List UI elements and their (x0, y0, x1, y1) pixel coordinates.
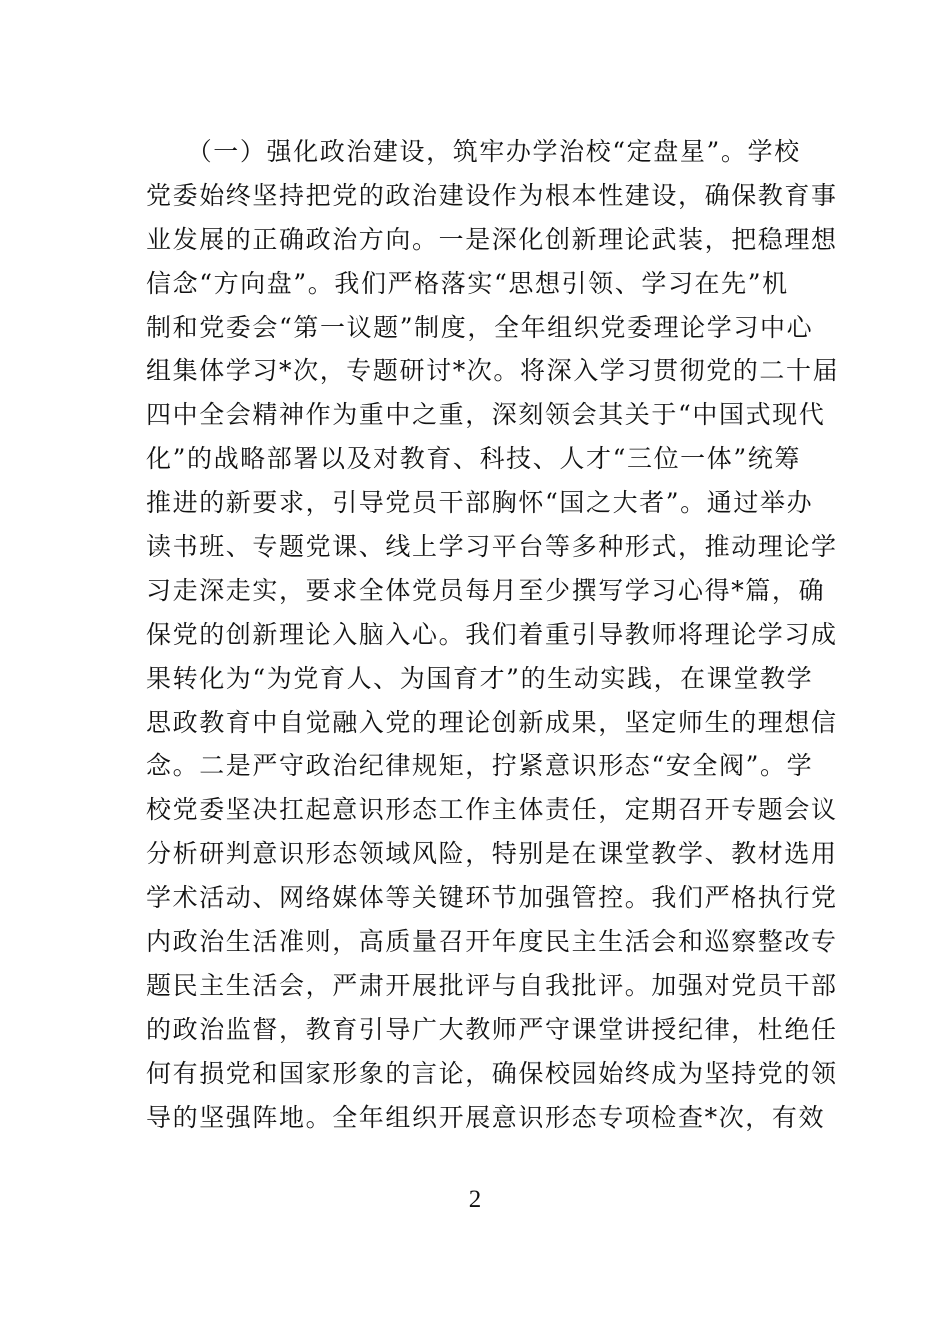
text-line: 推进的新要求，引导党员干部胸怀“国之大者”。通过举办 (146, 488, 814, 518)
text-line: 习走深走实，要求全体党员每月至少撰写学习心得*篇，确 (146, 575, 826, 605)
text-line: 读书班、专题党课、线上学习平台等多种形式，推动理论学 (146, 532, 838, 562)
text-line: 分析研判意识形态领域风险，特别是在课堂教学、教材选用 (146, 839, 838, 869)
text-line: 信念“方向盘”。我们严格落实“思想引领、学习在先”机 (146, 268, 789, 298)
text-line: （一）强化政治建设，筑牢办学治校“定盘星”。学校 (146, 137, 801, 166)
text-line: 思政教育中自觉融入党的理论创新成果，坚定师生的理想信 (146, 707, 838, 737)
text-line: 业发展的正确政治方向。一是深化创新理论武装，把稳理想 (146, 224, 838, 254)
text-line: 题民主生活会，严肃开展批评与自我批评。加强对党员干部 (146, 970, 838, 1000)
text-line: 校党委坚决扛起意识形态工作主体责任，定期召开专题会议 (146, 795, 838, 825)
text-line: 保党的创新理论入脑入心。我们着重引导教师将理论学习成 (146, 619, 838, 649)
text-line: 导的坚强阵地。全年组织开展意识形态专项检查*次，有效 (146, 1102, 826, 1132)
text-line: 念。二是严守政治纪律规矩，拧紧意识形态“安全阀”。学 (146, 751, 814, 781)
text-line: 何有损党和国家形象的言论，确保校园始终成为坚持党的领 (146, 1058, 838, 1088)
text-line: 的政治监督，教育引导广大教师严守课堂讲授纪律，杜绝任 (146, 1014, 838, 1044)
text-line: 党委始终坚持把党的政治建设作为根本性建设，确保教育事 (146, 180, 838, 210)
body-paragraph (146, 130, 840, 1139)
text-line: 学术活动、网络媒体等关键环节加强管控。我们严格执行党 (146, 883, 838, 913)
text-line: 组集体学习*次，专题研讨*次。将深入学习贯彻党的二十届 (146, 356, 840, 386)
text-line: 果转化为“为党育人、为国育才”的生动实践，在课堂教学 (146, 663, 814, 693)
text-line: 四中全会精神作为重中之重，深刻领会其关于“中国式现代 (146, 400, 826, 430)
text-line: 化”的战略部署以及对教育、科技、人才“三位一体”统筹 (146, 444, 801, 474)
text-line: 内政治生活准则，高质量召开年度民主生活会和巡察整改专 (146, 927, 838, 957)
page-number: 2 (468, 1186, 482, 1213)
text-line: 制和党委会“第一议题”制度，全年组织党委理论学习中心 (146, 312, 814, 342)
